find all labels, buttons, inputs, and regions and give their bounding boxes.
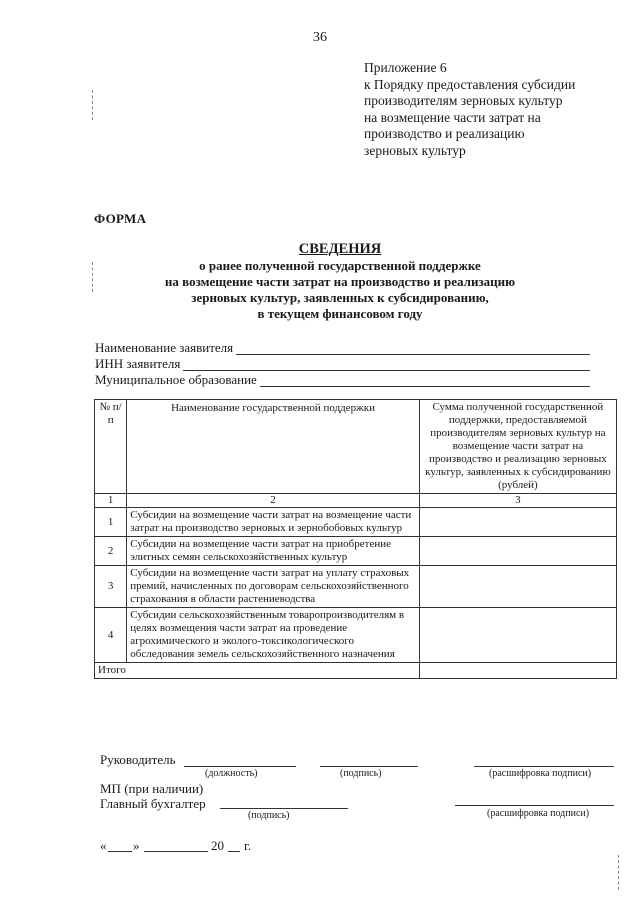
head-position-line[interactable] xyxy=(184,766,296,767)
index-cell: 3 xyxy=(419,494,616,508)
table-header-row xyxy=(95,400,617,494)
row-sum-cell[interactable] xyxy=(419,537,616,566)
accountant-label: Главный бухгалтер xyxy=(100,796,206,811)
form-label: ФОРМА xyxy=(94,211,147,226)
inn-line[interactable] xyxy=(183,358,590,371)
row-name: Субсидии на возмещение части затрат на приобретение элитных семян сельскохозяйственных культур xyxy=(127,537,420,566)
appendix-line: Приложение 6 xyxy=(364,60,447,75)
total-sum-cell[interactable] xyxy=(419,663,616,679)
municipality-label: Муниципальное образование xyxy=(95,372,257,387)
date-suffix: г. xyxy=(244,838,252,853)
title-line: о ранее полученной государственной поддержке xyxy=(199,258,481,273)
inn-field[interactable] xyxy=(95,356,590,371)
row-name: Субсидии на возмещение части затрат на уплату страховых премий, начисленных по договорам сельскохозяйственного страхования в области растениеводства xyxy=(127,566,420,608)
appendix-line: производителям зерновых культур xyxy=(364,93,563,108)
index-cell: 2 xyxy=(127,494,420,508)
total-label: Итого xyxy=(95,663,420,679)
appendix-line: на возмещение части затрат на xyxy=(364,109,541,125)
head-label: Руководитель xyxy=(100,752,176,767)
document-title xyxy=(90,241,590,322)
appendix-line: зерновых культур xyxy=(364,142,466,158)
date-year-line[interactable] xyxy=(228,851,240,852)
inn-label: ИНН заявителя xyxy=(95,356,181,371)
signature-caption: (подпись) xyxy=(340,768,382,779)
head-decode-line[interactable] xyxy=(474,766,614,767)
index-cell: 1 xyxy=(95,494,127,508)
row-number: 2 xyxy=(95,537,127,566)
accountant-signature-line[interactable] xyxy=(220,808,348,809)
appendix-note xyxy=(364,60,634,159)
table-total-row xyxy=(95,663,617,679)
header-name: Наименование государственной поддержки xyxy=(127,400,420,494)
table-row xyxy=(95,508,617,537)
row-number: 4 xyxy=(95,608,127,663)
row-name: Субсидии сельскохозяйственным товаропроизводителям в целях возмещения части затрат на проведение агрохимического и эколого-токсикологического обследования земель сельскохозяйственного назначения xyxy=(127,608,420,663)
head-signature-line[interactable] xyxy=(320,766,418,767)
position-caption: (должность) xyxy=(205,768,258,779)
title-line: на возмещение части затрат на производство и реализацию xyxy=(164,274,516,289)
title-main: СВЕДЕНИЯ xyxy=(298,241,382,257)
applicant-name-field[interactable] xyxy=(95,340,590,355)
date-year-prefix: 20 xyxy=(211,838,224,853)
row-number: 1 xyxy=(95,508,127,537)
date-open-quote: « xyxy=(100,838,107,853)
table-index-row xyxy=(95,494,617,508)
table-row xyxy=(95,608,617,663)
row-sum-cell[interactable] xyxy=(419,566,616,608)
accountant-signature-caption: (подпись) xyxy=(248,810,290,821)
seal-label: МП (при наличии) xyxy=(100,781,204,796)
support-table xyxy=(94,399,617,679)
date-month-line[interactable] xyxy=(144,851,208,852)
header-num: № п/п xyxy=(95,400,127,494)
row-sum-cell[interactable] xyxy=(419,608,616,663)
appendix-line: производство и реализацию xyxy=(364,126,525,141)
date-close-quote: » xyxy=(133,838,140,853)
decode-caption: (расшифровка подписи) xyxy=(489,768,592,779)
margin-mark xyxy=(92,90,93,120)
appendix-line: к Порядку предоставления субсидии xyxy=(364,76,576,92)
header-sum: Сумма полученной государственной поддержки, предоставляемой производителям зерновых культур на возмещение части затрат на производство и реализацию зерновых культур, заявленных к субсидированию (рублей) xyxy=(419,400,616,494)
accountant-decode-caption: (расшифровка подписи) xyxy=(487,808,590,819)
margin-mark xyxy=(618,855,619,890)
title-line: зерновых культур, заявленных к субсидированию, xyxy=(191,290,489,305)
municipality-field[interactable] xyxy=(95,372,590,387)
row-number: 3 xyxy=(95,566,127,608)
date-day-line[interactable] xyxy=(108,851,132,852)
applicant-name-line[interactable] xyxy=(236,342,590,355)
title-line: в текущем финансовом году xyxy=(257,306,423,321)
municipality-line[interactable] xyxy=(260,374,590,387)
row-name: Субсидии на возмещение части затрат на возмещение части затрат на производство зерновых и зернобобовых культур xyxy=(127,508,420,537)
accountant-decode-line[interactable] xyxy=(455,805,614,806)
applicant-name-label: Наименование заявителя xyxy=(95,340,234,355)
table-row xyxy=(95,537,617,566)
row-sum-cell[interactable] xyxy=(419,508,616,537)
table-row xyxy=(95,566,617,608)
page-number: 36 xyxy=(313,30,327,45)
